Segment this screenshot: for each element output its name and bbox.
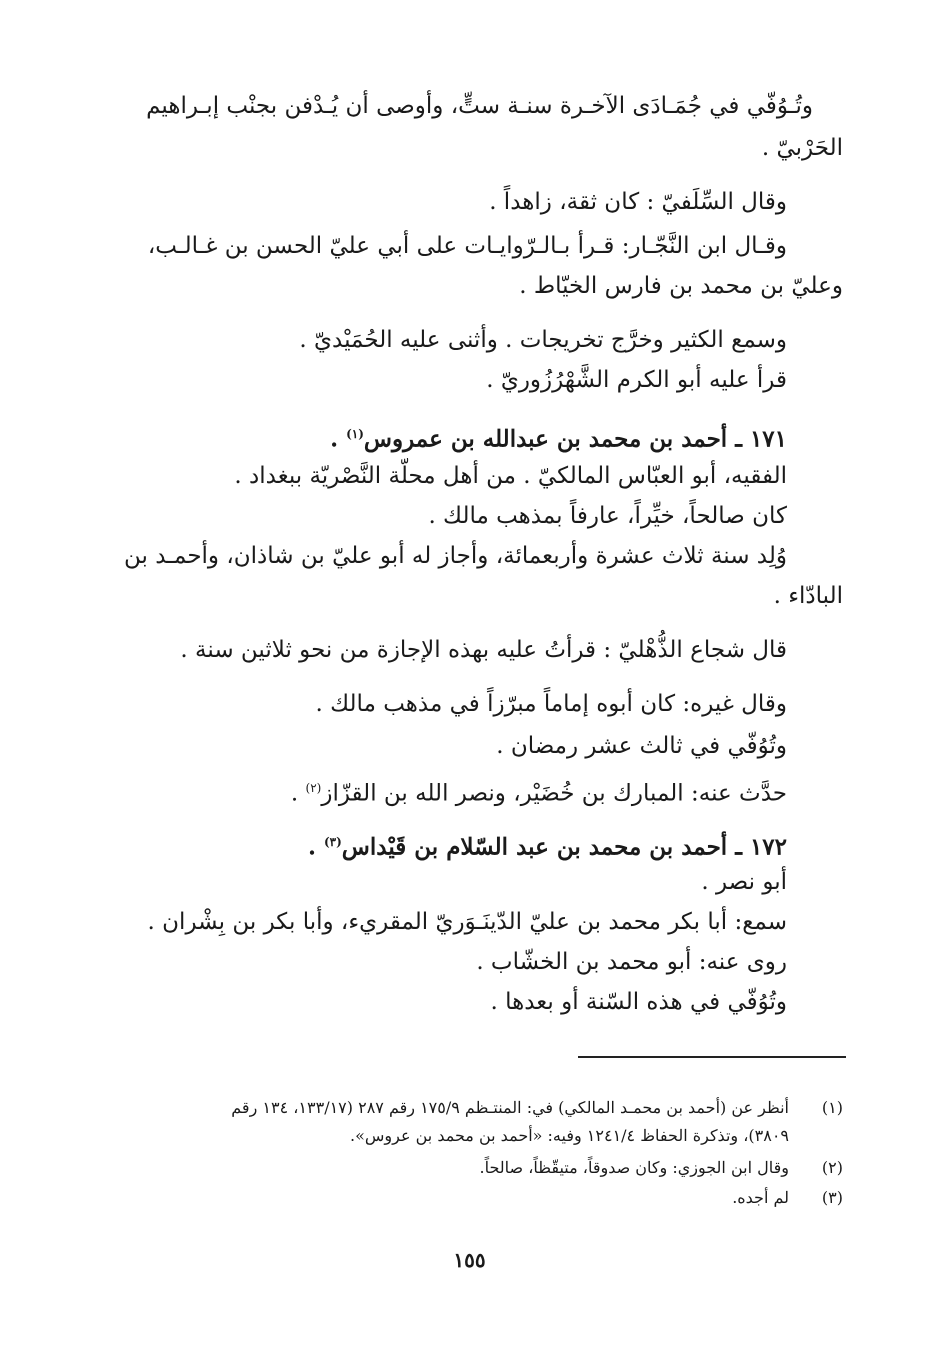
footnote-number: (١) xyxy=(821,1098,843,1117)
footnote-text: وقال ابن الجوزي: وكان صدوقاً، متيقّظاً، صالحاً. xyxy=(479,1158,789,1177)
body-line: قال شجاع الذُّهْليّ : قرأتُ عليه بهذه الإجازة من نحو ثلاثين سنة . xyxy=(180,637,787,663)
footnote-ref: (٣) xyxy=(323,835,342,849)
body-line: وقال السِّلَفيّ : كان ثقة، زاهداً . xyxy=(489,189,787,215)
entry-title-text: ١٧١ ـ أحمد بن محمد بن عبدالله بن عمروس xyxy=(363,425,787,453)
footnote-number: (٣) xyxy=(821,1188,843,1207)
body-line: الحَرْبيّ . xyxy=(761,135,843,161)
body-line: البادّاء . xyxy=(773,583,843,609)
body-line: وسمع الكثير وخرَّج تخريجات . وأثنى عليه الحُمَيْديّ . xyxy=(299,327,787,353)
footnote-text: لم أجده. xyxy=(732,1188,789,1207)
body-line-text: حدَّث عنه: المبارك بن خُضَيْر، ونصر الله بن القزّاز xyxy=(321,780,787,807)
footnote-separator xyxy=(578,1056,846,1058)
footnote-text: ٣٨٠٩)، وتذكرة الحفاظ ١٢٤١/٤ وفيه: «أحمد بن محمد بن عروس». xyxy=(350,1126,789,1145)
footnote-ref: (٢) xyxy=(305,781,322,795)
body-line: وُلِد سنة ثلاث عشرة وأربعمائة، وأجاز له أبو عليّ بن شاذان، وأحمـد بن xyxy=(123,543,787,569)
body-line-with-note xyxy=(291,772,787,810)
period: . xyxy=(307,833,324,861)
body-line: وعليّ بن محمد بن فارس الخيّاط . xyxy=(519,273,843,299)
body-line: وتُوُفّي في هذه السّنة أو بعدها . xyxy=(490,989,787,1015)
period: . xyxy=(290,780,306,807)
body-line: وتُـوُفّي في جُمَـادَى الآخـرة سنـة ستٍّ، وأوصى أن يُـدْفن بجنْب إبـراهيم xyxy=(146,93,813,119)
footnote-number: (٢) xyxy=(821,1158,843,1177)
body-line: روى عنه: أبو محمد بن الخشّاب . xyxy=(476,949,787,975)
entry-title-text: ١٧٢ ـ أحمد بن محمد بن عبد السّلام بن قَيْداس xyxy=(341,833,787,861)
body-line: قرأ عليه أبو الكرم الشَّهْرُزُوريّ . xyxy=(486,367,787,393)
entry-title xyxy=(308,826,787,864)
page-number: ١٥٥ xyxy=(453,1248,486,1272)
body-line: وقـال ابن النَّجّـار: قـرأ بـالـرّوايـات على أبي عليّ الحسن بن غـالـب، xyxy=(147,233,787,259)
body-line: كان صالحاً، خيِّراً، عارفاً بمذهب مالك . xyxy=(428,503,787,529)
body-line: وقال غيره: كان أبوه إماماً مبرّزاً في مذهب مالك . xyxy=(315,691,787,717)
period: . xyxy=(330,425,347,453)
body-line: سمع: أبا بكر محمد بن عليّ الدّينَـوَريّ المقريء، وأبا بكر بن بِشْران . xyxy=(147,909,787,935)
body-line: وتُوُفّي في ثالث عشر رمضان . xyxy=(496,733,787,759)
footnote-ref: (١) xyxy=(346,427,364,441)
entry-title xyxy=(330,418,787,456)
body-line: الفقيه، أبو العبّاس المالكيّ . من أهل محلّة النَّصْريّة ببغداد . xyxy=(234,463,787,489)
footnote-text: أنظر عن (أحمد بن محمـد المالكي) في: المنتـظم ١٧٥/٩ رقم ٢٨٧ (١٣٣/١٧، ١٣٤ رقم xyxy=(231,1098,789,1117)
body-line: أبو نصر . xyxy=(701,869,787,895)
